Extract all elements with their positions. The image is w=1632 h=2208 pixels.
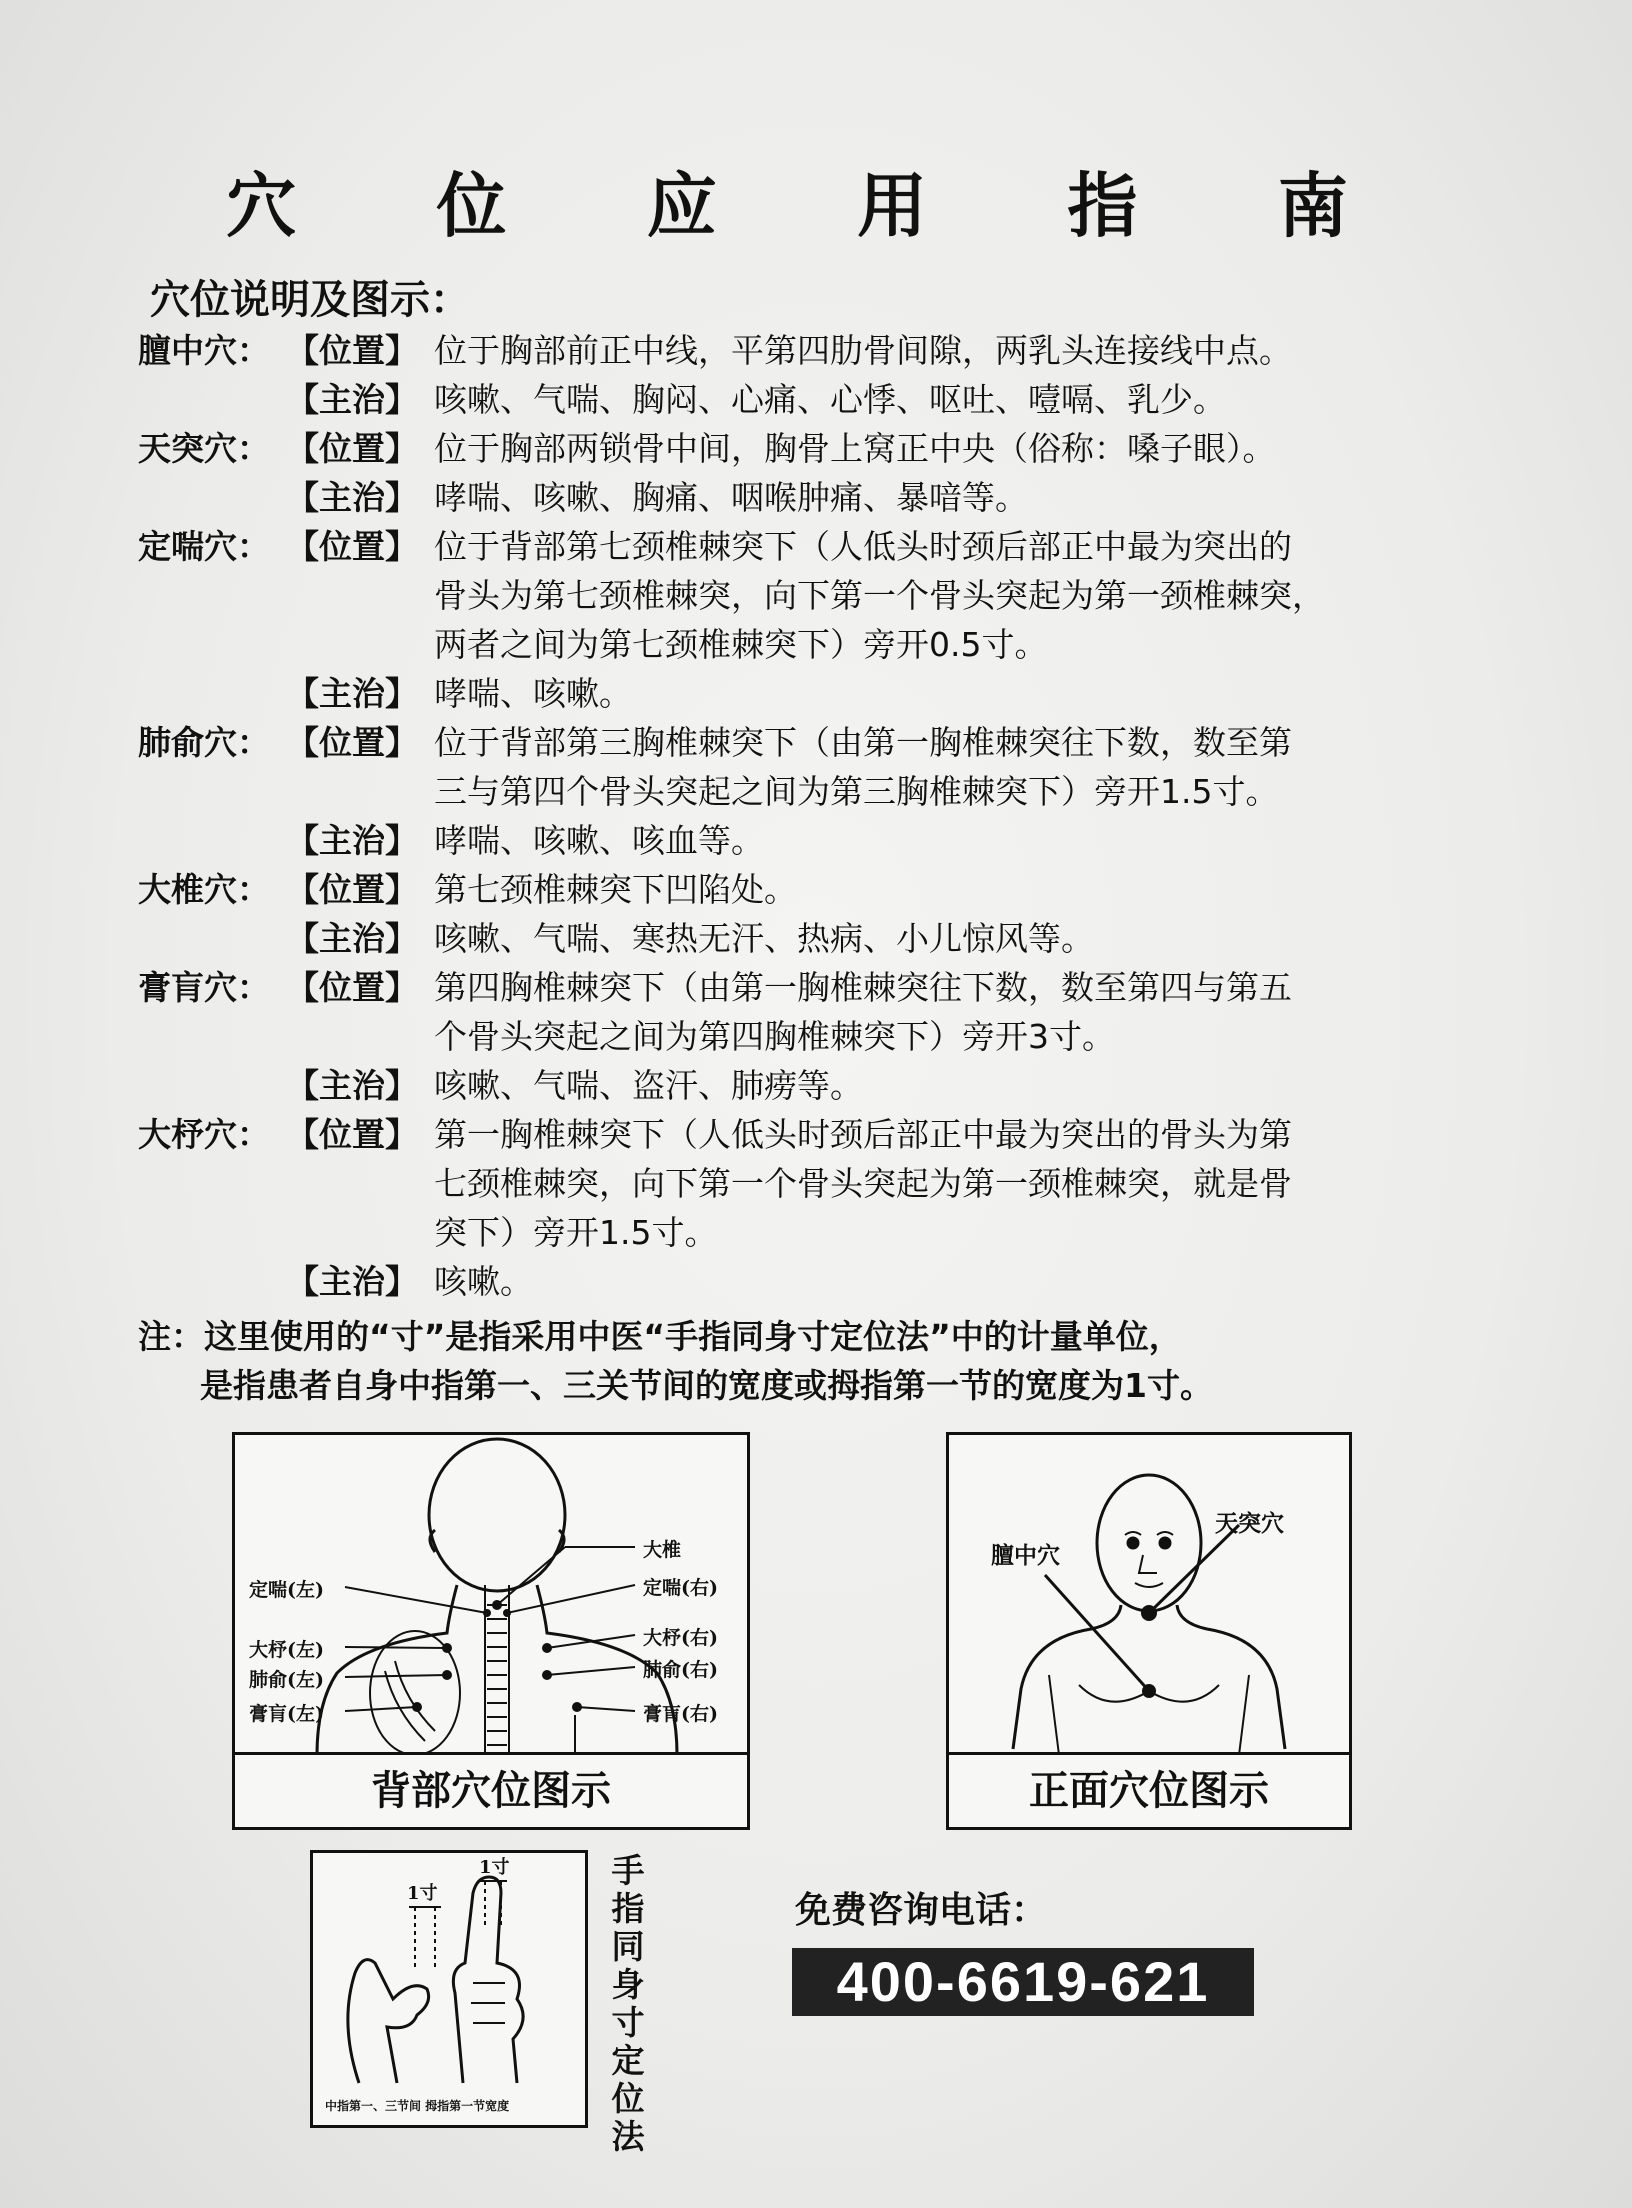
position-text: 位于背部第三胸椎棘突下（由第一胸椎棘突往下数，数至第: [434, 723, 1292, 762]
treatment-tag: 【主治】: [286, 380, 418, 419]
treatment-text: 哮喘、咳嗽、胸痛、咽喉肿痛、暴喑等。: [434, 478, 1028, 517]
position-tag: 【位置】: [286, 1115, 418, 1154]
label-dingchuan-right: 定喘(右): [643, 1577, 718, 1599]
acupoint-treatment-line: [138, 669, 1518, 718]
acupoint-name: 膻中穴：: [138, 331, 270, 370]
treatment-tag: 【主治】: [286, 674, 418, 713]
acupoint-position-line: [138, 718, 1518, 767]
acupoint-name: 天突穴：: [138, 429, 270, 468]
treatment-text: 哮喘、咳嗽、咳血等。: [434, 821, 764, 860]
position-text: 第四胸椎棘突下（由第一胸椎棘突往下数，数至第四与第五: [434, 968, 1292, 1007]
acupoint-name: 膏肓穴：: [138, 968, 270, 1007]
acupoint-position-line: [138, 1208, 1518, 1257]
label-tanzhong: 膻中穴: [991, 1542, 1060, 1569]
label-dazhu-left: 大杼(左): [249, 1639, 324, 1661]
acupoint-position-line: [138, 1159, 1518, 1208]
treatment-text: 咳嗽、气喘、胸闷、心痛、心悸、呕吐、噎嗝、乳少。: [434, 380, 1226, 419]
position-tag: 【位置】: [286, 527, 418, 566]
finger-illustration: [313, 1853, 585, 2093]
label-gaohuang-left: 膏肓(左): [249, 1703, 324, 1725]
label-gaohuang-right: 膏肓(右): [643, 1703, 718, 1725]
acupoint-treatment-line: [138, 816, 1518, 865]
acupoint-name: 大杼穴：: [138, 1115, 270, 1154]
acupoint-position-line: [138, 1110, 1518, 1159]
acupoint-list: [138, 326, 1518, 1306]
position-tag: 【位置】: [286, 870, 418, 909]
page-title: 穴 位 应 用 指 南: [226, 165, 1406, 247]
finger-diagram: [310, 1850, 588, 2128]
acupoint-treatment-line: [138, 1061, 1518, 1110]
acupoint-position-line: [138, 522, 1518, 571]
position-text: 第七颈椎棘突下凹陷处。: [434, 870, 797, 909]
acupoint-treatment-line: [138, 914, 1518, 963]
section-heading: 穴位说明及图示：: [150, 277, 470, 323]
acupoint-name: 大椎穴：: [138, 870, 270, 909]
position-tag: 【位置】: [286, 968, 418, 1007]
finger-method-vertical-title: 手指同身寸定位法: [611, 1851, 645, 2156]
treatment-text: 咳嗽、气喘、寒热无汗、热病、小儿惊风等。: [434, 919, 1094, 958]
treatment-tag: 【主治】: [286, 1066, 418, 1105]
acupoint-position-line: [138, 571, 1518, 620]
phone-label: 免费咨询电话：: [795, 1890, 1048, 1931]
label-dingchuan-left: 定喘(左): [249, 1579, 324, 1601]
position-text: 个骨头突起之间为第四胸椎棘突下）旁开3寸。: [434, 1017, 1115, 1056]
front-diagram-caption: 正面穴位图示: [949, 1752, 1349, 1827]
finger-diagram-caption: 中指第一、三节间 拇指第一节宽度: [325, 2099, 510, 2113]
finger-unit-label-right: 1寸: [479, 1857, 510, 1878]
front-diagram: [946, 1432, 1352, 1830]
position-text: 位于胸部前正中线，平第四肋骨间隙，两乳头连接线中点。: [434, 331, 1292, 370]
acupoint-name: 定喘穴：: [138, 527, 270, 566]
position-text: 第一胸椎棘突下（人低头时颈后部正中最为突出的骨头为第: [434, 1115, 1292, 1154]
back-diagram: [232, 1432, 750, 1830]
acupoint-treatment-line: [138, 473, 1518, 522]
note-line-1: 注：这里使用的“寸”是指采用中医“手指同身寸定位法”中的计量单位，: [138, 1317, 1182, 1356]
acupoint-position-line: [138, 767, 1518, 816]
label-tiantu: 天突穴: [1215, 1510, 1284, 1537]
treatment-tag: 【主治】: [286, 919, 418, 958]
treatment-tag: 【主治】: [286, 478, 418, 517]
label-feishu-right: 肺俞(右): [643, 1659, 718, 1681]
position-tag: 【位置】: [286, 331, 418, 370]
position-text: 七颈椎棘突，向下第一个骨头突起为第一颈椎棘突，就是骨: [434, 1164, 1292, 1203]
back-diagram-caption: 背部穴位图示: [235, 1752, 747, 1827]
treatment-text: 咳嗽。: [434, 1262, 533, 1301]
treatment-text: 咳嗽、气喘、盗汗、肺痨等。: [434, 1066, 863, 1105]
acupoint-position-line: [138, 865, 1518, 914]
label-dazhu-right: 大杼(右): [643, 1627, 718, 1649]
position-tag: 【位置】: [286, 429, 418, 468]
acupoint-position-line: [138, 620, 1518, 669]
position-tag: 【位置】: [286, 723, 418, 762]
treatment-tag: 【主治】: [286, 821, 418, 860]
label-feishu-left: 肺俞(左): [249, 1669, 324, 1691]
position-text: 位于背部第七颈椎棘突下（人低头时颈后部正中最为突出的: [434, 527, 1292, 566]
position-text: 三与第四个骨头突起之间为第三胸椎棘突下）旁开1.5寸。: [434, 772, 1279, 811]
position-text: 骨头为第七颈椎棘突，向下第一个骨头突起为第一颈椎棘突，: [434, 576, 1325, 615]
front-figure-illustration: [949, 1435, 1349, 1755]
note: [138, 1312, 1213, 1410]
label-dazhui: 大椎: [643, 1539, 682, 1561]
treatment-text: 哮喘、咳嗽。: [434, 674, 632, 713]
position-text: 位于胸部两锁骨中间，胸骨上窝正中央（俗称：嗓子眼）。: [434, 429, 1276, 468]
acupoint-treatment-line: [138, 1257, 1518, 1306]
position-text: 突下）旁开1.5寸。: [434, 1213, 718, 1252]
acupoint-position-line: [138, 326, 1518, 375]
acupoint-position-line: [138, 424, 1518, 473]
acupoint-position-line: [138, 963, 1518, 1012]
phone-number: 400-6619-621: [792, 1948, 1254, 2016]
position-text: 两者之间为第七颈椎棘突下）旁开0.5寸。: [434, 625, 1048, 664]
acupoint-name: 肺俞穴：: [138, 723, 270, 762]
treatment-tag: 【主治】: [286, 1262, 418, 1301]
acupoint-treatment-line: [138, 375, 1518, 424]
finger-unit-label-left: 1寸: [407, 1883, 438, 1904]
acupoint-position-line: [138, 1012, 1518, 1061]
note-line-2: 是指患者自身中指第一、三关节间的宽度或拇指第一节的宽度为1寸。: [200, 1366, 1213, 1405]
